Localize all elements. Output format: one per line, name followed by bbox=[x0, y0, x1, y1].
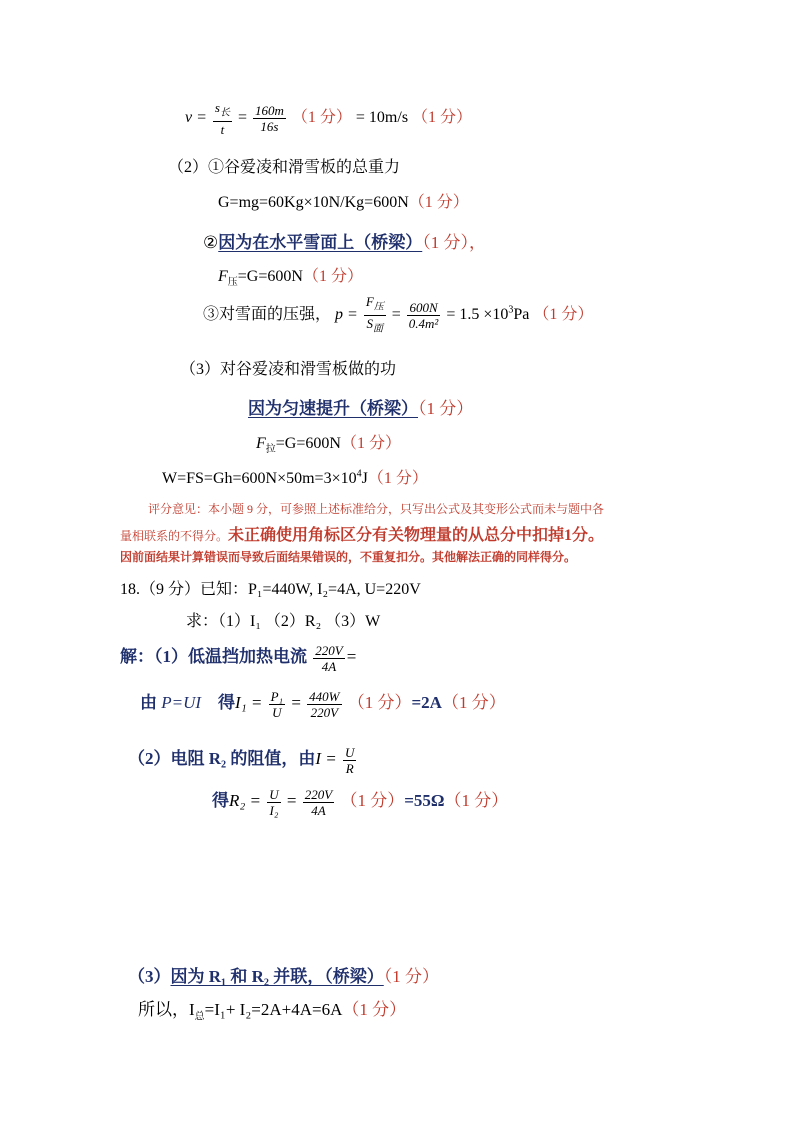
solution-current-line: 由 P=UI 得I₁ = $\frac{\text{P₁}}{U}$ = $\frac{440W}{220V}$ （1 分）=2A（1 分） bbox=[140, 688, 506, 720]
power-over-voltage-fraction: $\frac{440W}{220V}$ bbox=[309, 688, 340, 720]
score: （1 分）， bbox=[422, 233, 486, 252]
score: （1 分） bbox=[444, 791, 509, 810]
grading-remark-1: 评分意见：本小题 9 分，可参照上述标准给分，只写出公式及其变形公式而未与题中各 bbox=[148, 502, 605, 516]
resistance-result: =55Ω bbox=[404, 791, 445, 810]
current-result: =2A bbox=[411, 693, 442, 712]
solution-part3: （3）因为 R₁ 和 R₂ 并联，（桥梁）（1 分） bbox=[128, 967, 439, 986]
p-over-u-fraction: $\frac{\text{P₁}}{U}$ bbox=[270, 688, 284, 720]
voltage-over-current-fraction: $\frac{220V}{4A}$ bbox=[304, 786, 333, 818]
distance-over-time-fraction: $\frac{160m}{16s}$ bbox=[255, 102, 284, 134]
score: （1 分） bbox=[340, 435, 401, 452]
v-symbol: v = bbox=[185, 108, 207, 126]
score: （1 分） bbox=[340, 791, 405, 810]
solution-part1: 解：（1）低温挡加热电流 $\frac{220V}{4A}$ = bbox=[120, 642, 357, 674]
gravity-line: G=mg=60Kg×10N/Kg=600N（1 分） bbox=[218, 194, 469, 211]
score: （1 分） bbox=[302, 268, 363, 285]
score: （1 分） bbox=[342, 1000, 407, 1019]
bridge-statement: 因为在水平雪面上（桥梁） bbox=[218, 233, 423, 252]
q18-ask: 求：（1）I₁ （2）R₂ （3）W bbox=[186, 613, 381, 630]
part2-heading: （2）①谷爱凌和滑雪板的总重力 bbox=[168, 159, 401, 176]
work-line: $W=FS=Gh=600N\times 50m=3\times 10^4J(1$ 分） bbox=[162, 468, 428, 487]
f-over-s-fraction: $\frac{F_压}{S_面}$ bbox=[365, 294, 384, 335]
bridge-statement: 因为 R₁ 和 R₂ 并联，（桥梁） bbox=[170, 967, 384, 986]
score: （1 分） bbox=[291, 108, 352, 126]
score: （1 分） bbox=[441, 693, 506, 712]
solution-part2: （2）电阻 R₂ 的阻值，由I = $\frac{U}{R}$ bbox=[128, 744, 355, 776]
s-over-t-fraction: $\frac{s_长}{t}$ bbox=[214, 100, 230, 137]
velocity-line: v = $\frac{s_长}{t}$ = $\frac{160m}{16s}$ （1 分） = 10m/s （1 分） bbox=[185, 100, 473, 137]
u-over-i2-fraction: $\frac{U}{\text{I₂}}$ bbox=[269, 786, 279, 818]
pull-force-line: $F_拉=G=600N(1$ 分） bbox=[256, 435, 401, 456]
total-current-line: 所以，$I_总=I_1+ I_2=2A+4A=6A(1$ 分） bbox=[138, 1000, 407, 1023]
score: （1 分） bbox=[408, 194, 469, 211]
score: （1 分） bbox=[412, 108, 473, 126]
grading-remark-2: 量相联系的不得分。未正确使用角标区分有关物理量的从总分中扣掉1分。 bbox=[120, 527, 605, 544]
score: （1 分） bbox=[367, 470, 428, 487]
bridge-uniform-line bbox=[248, 394, 473, 419]
pressure-force-line: $F_压=G=600N(1$ 分） bbox=[218, 268, 363, 289]
voltage-current-fraction: $\frac{220V}{4A}$ bbox=[315, 642, 343, 674]
pressure-line: ③对雪面的压强， p = $\frac{F_压}{S_面}$ = $\frac{600N}{\text{0.4m²}}$ = $1.5 \times 10^3Pa$ （1 分） bbox=[203, 294, 594, 335]
u-over-r-fraction: $\frac{U}{R}$ bbox=[345, 744, 355, 776]
force-over-area-fraction: $\frac{600N}{\text{0.4m²}}$ bbox=[408, 299, 439, 331]
grading-remark-3: 因前面结果计算错误而导致后面结果错误的，不重复扣分。其他解法正确的同样得分。 bbox=[120, 550, 577, 564]
part3-heading: （3）对谷爱凌和滑雪板做的功 bbox=[180, 361, 397, 378]
score: （1 分） bbox=[533, 305, 594, 323]
q18-given: 18.（9 分）已知：P₁=440W, I₂=4A, U=220V bbox=[120, 581, 421, 598]
bridge-horizontal-line: ②因为在水平雪面上（桥梁）（1 分）， bbox=[203, 233, 486, 252]
score: （1 分） bbox=[418, 399, 474, 418]
solution-resistance-line: 得R₂ = $\frac{U}{\text{I₂}}$ = $\frac{220V}{4A}$ （1 分）=55Ω（1 分） bbox=[212, 786, 509, 818]
score: （1 分） bbox=[347, 693, 412, 712]
bridge-statement: 因为匀速提升（桥梁） bbox=[248, 399, 418, 418]
score: （1 分） bbox=[383, 967, 439, 986]
velocity-result: = 10m/s bbox=[355, 108, 409, 126]
